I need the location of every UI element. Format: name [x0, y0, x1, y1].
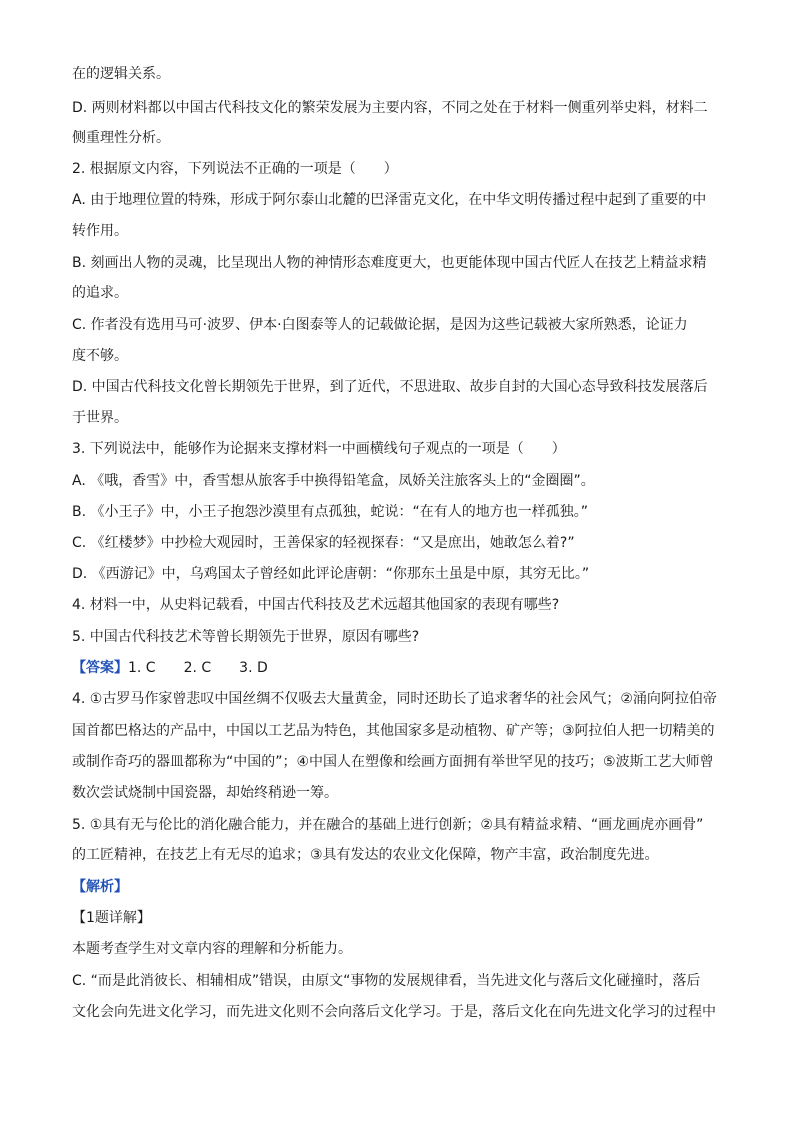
- option-c: C. 《红楼梦》中抄检大观园时，王善保家的轻视探春：“又是庶出，她敢怎么着?”: [72, 535, 575, 551]
- question-2-stem: 2. 根据原文内容，下列说法不正确的一项是（ ）: [72, 161, 398, 177]
- option-b: B. 《小王子》中，小王子抱怨沙漠里有点孤独，蛇说：“在有人的地方也一样孤独。”: [72, 504, 589, 520]
- question-5-stem: 5. 中国古代科技艺术等曾长期领先于世界，原因有哪些?: [72, 629, 420, 645]
- analysis-line: 本题考查学生对文章内容的理解和分析能力。: [72, 941, 352, 957]
- analysis-line: C. “而是此消彼长、相辅相成”错误，由原文“事物的发展规律看，当先进文化与落后文化碰撞时，落后: [72, 973, 701, 989]
- question-4-stem: 4. 材料一中，从史料记载看，中国古代科技及艺术远超其他国家的表现有哪些?: [72, 597, 560, 613]
- option-b: B. 刻画出人物的灵魂，比呈现出人物的神情形态难度更大，也更能体现中国古代匠人在技艺上精益求精: [72, 255, 707, 271]
- option-d: D. 中国古代科技文化曾长期领先于世界，到了近代，不思进取、故步自封的大国心态导致科技发展落后: [72, 379, 708, 395]
- answer-4-line: 或制作奇巧的器皿都称为“中国的”；④中国人在塑像和绘画方面拥有举世罕见的技巧；⑤波斯工艺大师曾: [72, 754, 714, 770]
- analysis-label: 【解析】: [72, 879, 128, 895]
- answer-5-line: 的工匠精神，在技艺上有无尽的追求；③具有发达的农业文化保障，物产丰富，政治制度先进。: [72, 847, 659, 863]
- option-a: A. 由于地理位置的特殊，形成于阿尔泰山北麓的巴泽雷克文化，在中华文明传播过程中起到了重要的中: [72, 192, 707, 208]
- option-a: A. 《哦，香雪》中，香雪想从旅客手中换得铅笔盒，凤娇关注旅客头上的“金圈圈”。: [72, 473, 595, 489]
- answer-4-line: 数次尝试烧制中国瓷器，却始终稍逊一筹。: [72, 785, 338, 801]
- answer-4-line: 4. ①古罗马作家曾悲叹中国丝绸不仅吸去大量黄金，同时还助长了追求奢华的社会风气；②涌向阿拉伯帝: [72, 691, 717, 707]
- text-line: D. 两则材料都以中国古代科技文化的繁荣发展为主要内容，不同之处在于材料一侧重列举史料，材料二: [72, 100, 708, 116]
- text-line: 转作用。: [72, 223, 128, 239]
- text-line: 度不够。: [72, 348, 128, 364]
- text-line: 的追求。: [72, 285, 128, 301]
- option-c: C. 作者没有选用马可·波罗、伊本·白图泰等人的记载做论据，是因为这些记载被大家所熟悉，论证力: [72, 317, 688, 333]
- text-line: 在的逻辑关系。: [72, 66, 170, 82]
- text-line: 于世界。: [72, 410, 128, 426]
- option-d: D. 《西游记》中，乌鸡国太子曾经如此评论唐朝：“你那东土虽是中原，其穷无比。”: [72, 566, 590, 582]
- text-line: 侧重理性分析。: [72, 130, 170, 146]
- question-3-stem: 3. 下列说法中，能够作为论据来支撑材料一中画横线句子观点的一项是（ ）: [72, 441, 566, 457]
- answer-values: 1. C 2. C 3. D: [128, 660, 268, 676]
- answer-line: [72, 658, 722, 678]
- answer-label: 【答案】: [72, 660, 128, 676]
- analysis-line: 文化会向先进文化学习，而先进文化则不会向落后文化学习。于是，落后文化在向先进文化学习的过程中: [72, 1004, 716, 1020]
- answer-4-line: 国首都巴格达的产品中，中国以工艺品为特色，其他国家多是动植物、矿产等；③阿拉伯人把一切精美的: [72, 723, 715, 739]
- answer-5-line: 5. ①具有无与伦比的消化融合能力，并在融合的基础上进行创新；②具有精益求精、“画龙画虎亦画骨”: [72, 817, 704, 833]
- analysis-sub-label: 【1题详解】: [72, 910, 151, 926]
